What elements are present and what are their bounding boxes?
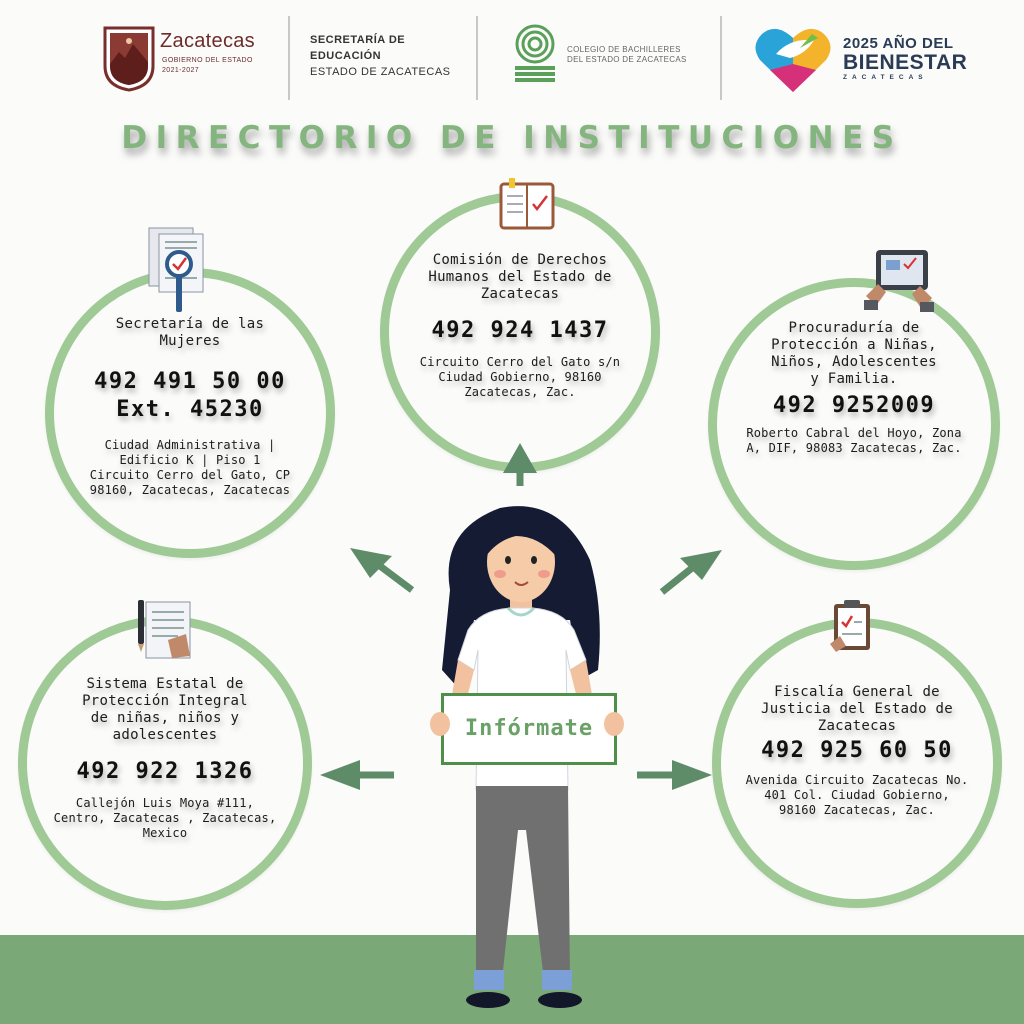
zacatecas-logo-title: Zacatecas xyxy=(160,30,255,52)
institution-phone: 492 491 50 00 xyxy=(94,369,286,394)
sep-line2: EDUCACIÓN xyxy=(310,50,382,62)
institution-address-line: Avenida Circuito Zacatecas No. xyxy=(745,773,969,787)
sep-line1: SECRETARÍA DE xyxy=(310,34,406,46)
zacatecas-subtitle-line1: GOBIERNO DEL ESTADO xyxy=(162,57,253,64)
institution-phone: 492 924 1437 xyxy=(431,318,609,343)
institution-name-line: Comisión de Derechos xyxy=(432,252,608,268)
institution-name-line: Protección Integral xyxy=(82,693,248,709)
institution-address-line: Edificio K | Piso 1 xyxy=(119,453,261,467)
institution-address-line: Circuito Cerro del Gato, CP xyxy=(89,468,291,482)
institution-phone: 492 925 60 50 xyxy=(761,738,953,763)
institution-address-line: A, DIF, 98083 Zacatecas, Zac. xyxy=(746,441,962,455)
arrow-left xyxy=(320,760,394,790)
institution-address-line: Callejón Luis Moya #111, xyxy=(75,796,255,810)
arrow-right xyxy=(637,760,712,790)
institution-name-line: de niñas, niños y xyxy=(90,710,240,726)
arrow-up-left xyxy=(350,548,412,590)
institution-address-line: Ciudad Gobierno, 98160 xyxy=(438,370,602,384)
institution-name-line: Zacatecas xyxy=(817,718,897,734)
institution-address-line: Centro, Zacatecas , Zacatecas, xyxy=(53,811,277,825)
institution-name-line: Justicia del Estado de xyxy=(760,701,954,717)
institution-name-line: Niños, Adolescentes xyxy=(771,354,937,370)
institution-name-line: Sistema Estatal de xyxy=(86,676,244,692)
institution-address-line: Mexico xyxy=(142,826,188,840)
institution-phone-ext: Ext. 45230 xyxy=(116,397,264,422)
institution-address-line: 401 Col. Ciudad Gobierno, xyxy=(764,788,950,802)
institution-name-line: Humanos del Estado de xyxy=(428,269,612,285)
institution-name-line: Fiscalía General de xyxy=(774,684,940,700)
page-title: DIRECTORIO DE INSTITUCIONES xyxy=(121,120,903,156)
institution-name-line: Protección a Niñas, xyxy=(771,337,937,353)
institution-name-line: y Familia. xyxy=(810,371,898,387)
institution-address-line: Ciudad Administrativa | xyxy=(104,438,276,452)
institution-name-line: adolescentes xyxy=(112,727,218,743)
institution-phone: 492 922 1326 xyxy=(76,759,254,784)
informate-sign-text: Infórmate xyxy=(464,716,594,741)
hands-holding-sign xyxy=(430,706,630,746)
institution-name: Secretaría de las Mujeres xyxy=(115,316,265,349)
institution-address-line: 98160 Zacatecas, Zac. xyxy=(779,803,935,817)
cobach-line2: DEL ESTADO DE ZACATECAS xyxy=(567,55,687,64)
bienestar-line3: ZACATECAS xyxy=(843,74,928,81)
bienestar-line2: BIENESTAR xyxy=(843,51,968,74)
sep-line3: ESTADO DE ZACATECAS xyxy=(310,66,451,78)
institution-name-line: Zacatecas xyxy=(480,286,560,302)
arrow-up xyxy=(503,443,537,486)
zacatecas-subtitle-line2: 2021-2027 xyxy=(162,67,200,74)
arrow-up-right xyxy=(662,550,722,592)
institution-address-line: Zacatecas, Zac. xyxy=(464,385,576,399)
cobach-line1: COLEGIO DE BACHILLERES xyxy=(567,45,681,54)
institution-phone: 492 9252009 xyxy=(772,393,936,418)
institution-address-line: Circuito Cerro del Gato s/n xyxy=(419,355,621,369)
bienestar-line1: 2025 AÑO DEL xyxy=(843,35,954,52)
institution-address-line: Roberto Cabral del Hoyo, Zona xyxy=(746,426,962,440)
institution-address-line: 98160, Zacatecas, Zacatecas xyxy=(89,483,291,497)
institution-name-line: Procuraduría de xyxy=(788,320,920,336)
